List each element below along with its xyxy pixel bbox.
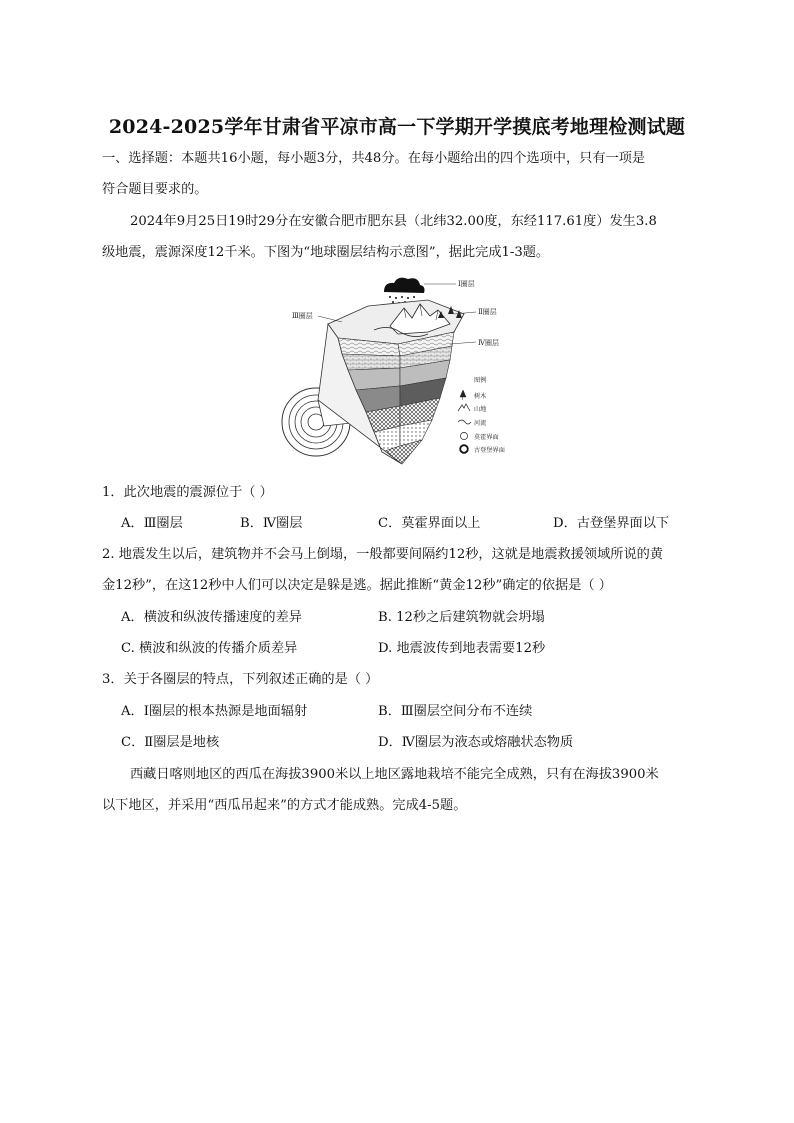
label-layer2: Ⅱ圈层 — [478, 308, 497, 316]
gutenberg-boundary-icon — [460, 445, 468, 453]
legend-item-moho: 莫霍界面 — [474, 434, 499, 441]
q2-option-a: A．横波和纵波传播速度的差异 — [121, 610, 302, 625]
legend-item-gutenberg: 古登堡界面 — [474, 447, 505, 454]
figure-legend — [458, 376, 505, 454]
q3-stem: 3．关于各圈层的特点，下列叙述正确的是（ ） — [102, 672, 379, 687]
q3-option-b: B．Ⅲ圈层空间分布不连续 — [378, 704, 533, 719]
q1-option-a: A．Ⅲ圈层 — [121, 516, 183, 531]
section-intro-line1: 一、选择题：本题共16小题，每小题3分，共48分。在每小题给出的四个选项中，只有一项是 — [102, 151, 646, 166]
section-intro-line2: 符合题目要求的。 — [102, 182, 208, 197]
cloud-rain-icon — [384, 278, 425, 304]
legend-item-river: 河流 — [474, 420, 487, 427]
q3-option-a: A．Ⅰ圈层的根本热源是地面辐射 — [121, 704, 308, 719]
q2-option-d: D. 地震波传到地表需要12秒 — [378, 641, 546, 656]
passage2-line1: 西藏日喀则地区的西瓜在海拔3900米以上地区露地栽培不能完全成熟，只有在海拔3900米 — [130, 767, 659, 782]
q1-option-c: C．莫霍界面以上 — [378, 516, 481, 531]
q3-option-c: C．Ⅱ圈层是地核 — [121, 735, 220, 750]
legend-item-tree: 树木 — [474, 393, 487, 400]
q2-stem-line2: 金12秒”，在这12秒中人们可以决定是躲是逃。据此推断“黄金12秒”确定的依据是（ ） — [102, 578, 612, 593]
passage2-line2: 以下地区，并采用“西瓜吊起来”的方式才能成熟。完成4-5题。 — [102, 798, 467, 813]
label-layer1: Ⅰ圈层 — [458, 280, 475, 288]
label-layer3: Ⅲ圈层 — [292, 312, 313, 320]
river-icon — [458, 420, 471, 424]
q1-stem: 1．此次地震的震源位于（ ） — [102, 485, 273, 500]
q1-option-b: B．Ⅳ圈层 — [240, 516, 303, 531]
q3-option-d: D．Ⅳ圈层为液态或熔融状态物质 — [378, 735, 574, 750]
moho-boundary-icon — [460, 432, 467, 439]
tree-icon — [460, 390, 466, 400]
passage1-line2: 级地震，震源深度12千米。下图为“地球圈层结构示意图”，据此完成1-3题。 — [102, 245, 550, 260]
earth-sphere-diagram — [278, 274, 523, 470]
q1-option-d: D．古登堡界面以下 — [553, 516, 670, 531]
label-layer4: Ⅳ圈层 — [478, 339, 499, 347]
page-title: 2024-2025学年甘肃省平凉市高一下学期开学摸底考地理检测试题 — [108, 116, 686, 138]
legend-title: 图例 — [474, 377, 487, 384]
q2-option-c: C. 横波和纵波的传播介质差异 — [121, 641, 298, 656]
passage1-line1: 2024年9月25日19时29分在安徽合肥市肥东县（北纬32.00度，东经117.61度）发生3.8 — [130, 214, 657, 229]
legend-item-mountain: 山地 — [474, 406, 487, 413]
q2-option-b: B. 12秒之后建筑物就会坍塌 — [378, 610, 545, 625]
q2-stem-line1: 2. 地震发生以后，建筑物并不会马上倒塌，一般都要间隔约12秒，这就是地震救援领域所说的黄 — [102, 547, 664, 562]
mountain-icon — [458, 404, 470, 411]
